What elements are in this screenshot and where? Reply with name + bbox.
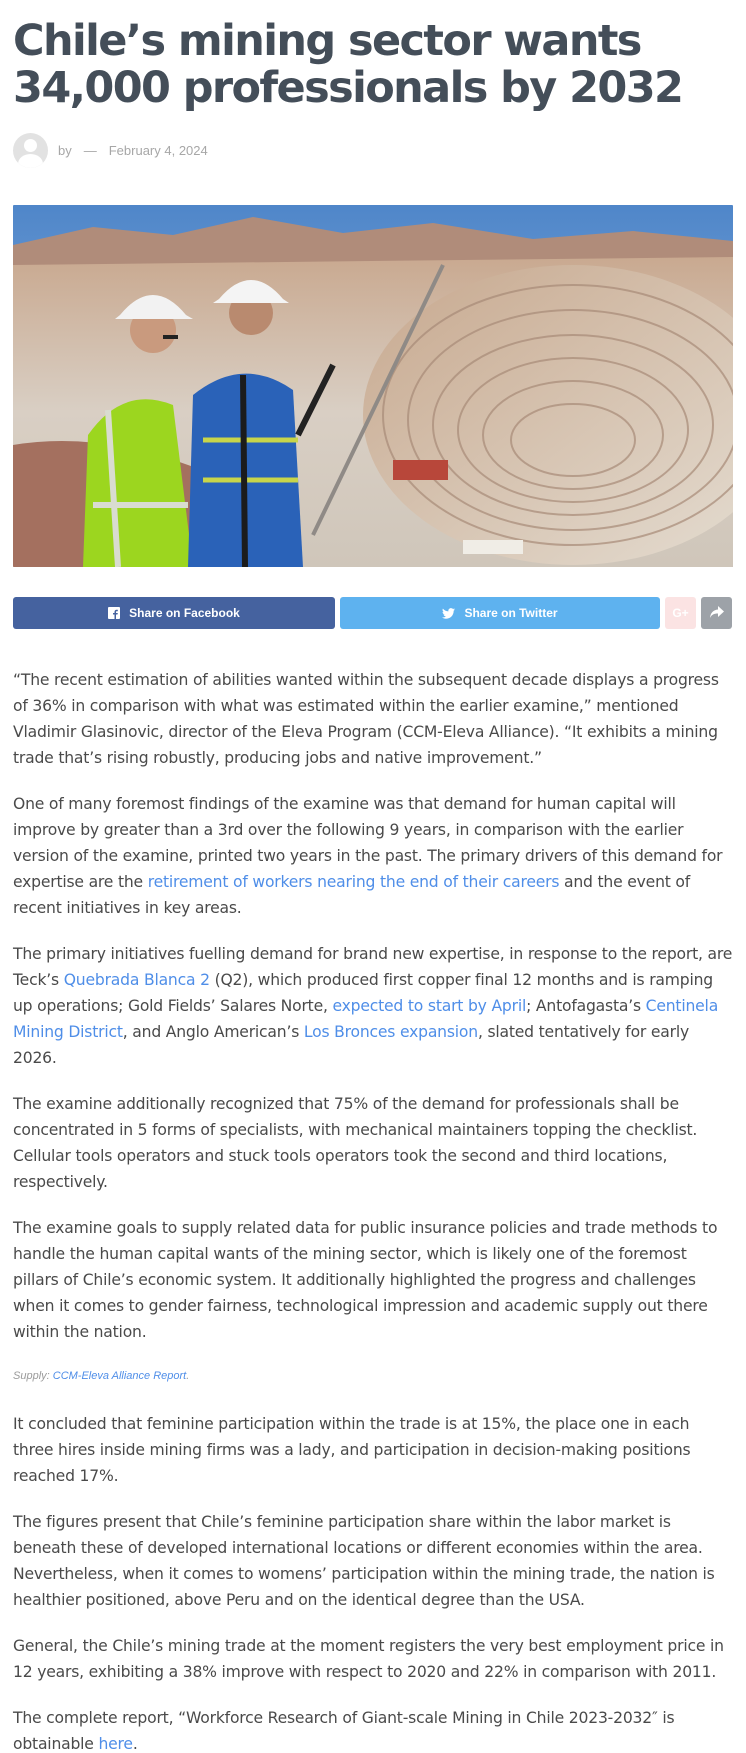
avatar-body-shape bbox=[18, 154, 43, 168]
source-end: . bbox=[186, 1370, 190, 1382]
mine-building-2-shape bbox=[463, 540, 523, 554]
body-paragraph: General, the Chile’s mining trade at the moment registers the very best employment price in 12 years, exhibiting a 38% improve with respect to 2020 and 22% in comparison with 2011. bbox=[13, 1637, 724, 1681]
paragraph-text: and the event of recent initiatives in key areas. bbox=[13, 873, 691, 917]
share-arrow-icon bbox=[710, 606, 724, 621]
share-twitter-label: Share on Twitter bbox=[464, 606, 558, 620]
author-by-label: by bbox=[58, 142, 72, 158]
paragraph-text: The complete report, “Workforce Research of Giant-scale Mining in Chile 2023-2032″ is obtainable bbox=[13, 1709, 675, 1753]
share-more-button[interactable] bbox=[701, 597, 732, 629]
salares-norte-link[interactable]: expected to start by April bbox=[332, 997, 527, 1015]
body-paragraph: The examine additionally recognized that 75% of the demand for professionals shall be concentrated in 5 forms of specialists, with mechanical maintainers topping the checklist. Cellular tools operators and stuck tools operators took the second and third locations, respectively. bbox=[13, 1095, 698, 1191]
body-paragraph bbox=[13, 1705, 733, 1753]
mine-building-shape bbox=[393, 460, 448, 480]
meta-separator: — bbox=[83, 142, 97, 158]
body-paragraph: It concluded that feminine participation within the trade is at 15%, the place one in each three hires inside mining firms was a lady, and participation in decision-making positions reached 17%. bbox=[13, 1415, 691, 1485]
paragraph-text: (Q2), which produced first copper final 12 months and is ramping up operations; Gold Fields’ Salares Norte, bbox=[13, 971, 713, 1015]
share-bar bbox=[13, 597, 733, 629]
body-paragraph bbox=[13, 941, 733, 1071]
paragraph-text: , slated tentatively for early 2026. bbox=[13, 1023, 690, 1067]
article-title: Chile’s mining sector wants 34,000 professionals by 2032 bbox=[13, 16, 683, 113]
body-paragraph bbox=[13, 791, 733, 921]
share-facebook-button[interactable] bbox=[13, 597, 335, 629]
paragraph-text: One of many foremost findings of the examine was that demand for human capital will improve by greater than a 3rd over the following 9 years, in comparison with the earlier version of the examine, printed two years in the past. The primary drivers of this demand for expertise are the bbox=[13, 795, 723, 891]
report-here-link[interactable]: here bbox=[98, 1735, 133, 1753]
publish-date: February 4, 2024 bbox=[108, 142, 208, 158]
source-label: Supply: bbox=[13, 1370, 53, 1382]
share-google-button[interactable] bbox=[665, 597, 696, 629]
article-body bbox=[13, 667, 733, 1753]
share-facebook-label: Share on Facebook bbox=[129, 606, 240, 620]
source-caption bbox=[13, 1363, 733, 1389]
share-twitter-button[interactable] bbox=[340, 597, 660, 629]
body-paragraph: The figures present that Chile’s feminine participation share within the labor market is beneath these of developed international locations or different economies within the area. Nevertheless, when it comes to womens’ participation within the mining trade, the nation is healthier positioned, above Peru and on the identical degree than the USA. bbox=[13, 1513, 715, 1609]
body-paragraph: “The recent estimation of abilities wanted within the subsequent decade displays a progress of 36% in comparison with what was estimated within the earlier examine,” mentioned Vladimir Glasinovic, director of the Eleva Program (CCM-Eleva Alliance). “It exhibits a mining trade that’s rising robustly, producing jobs and native improvement.” bbox=[13, 671, 719, 767]
centinela-link[interactable]: Centinela Mining District bbox=[13, 997, 719, 1041]
author-avatar[interactable] bbox=[13, 133, 48, 168]
mine-workers-photo bbox=[13, 205, 733, 567]
hero-image bbox=[13, 205, 733, 567]
body-paragraph: The examine goals to supply related data for public insurance policies and trade methods to handle the human capital wants of the mining sector, which is likely one of the foremost pillars of Chile’s economic system. It additionally highlighted the progress and challenges when it comes to gender fairness, technological impression and academic supply out there within the nation. bbox=[13, 1219, 718, 1341]
los-bronces-link[interactable]: Los Bronces expansion bbox=[303, 1023, 478, 1041]
paragraph-text: . bbox=[132, 1735, 138, 1753]
avatar-head-shape bbox=[24, 139, 37, 152]
google-plus-icon: G+ bbox=[672, 606, 689, 620]
paragraph-text: ; Antofagasta’s bbox=[526, 997, 646, 1015]
twitter-icon bbox=[442, 608, 455, 619]
retirement-link[interactable]: retirement of workers nearing the end of their careers bbox=[147, 873, 560, 891]
source-report-link[interactable]: CCM-Eleva Alliance Report bbox=[52, 1370, 187, 1382]
quebrada-blanca-link[interactable]: Quebrada Blanca 2 bbox=[63, 971, 210, 989]
paragraph-text: , and Anglo American’s bbox=[122, 1023, 304, 1041]
facebook-icon bbox=[108, 607, 120, 619]
article-meta bbox=[13, 130, 733, 170]
paragraph-text: The primary initiatives fuelling demand for brand new expertise, in response to the report, are Teck’s bbox=[13, 945, 733, 989]
